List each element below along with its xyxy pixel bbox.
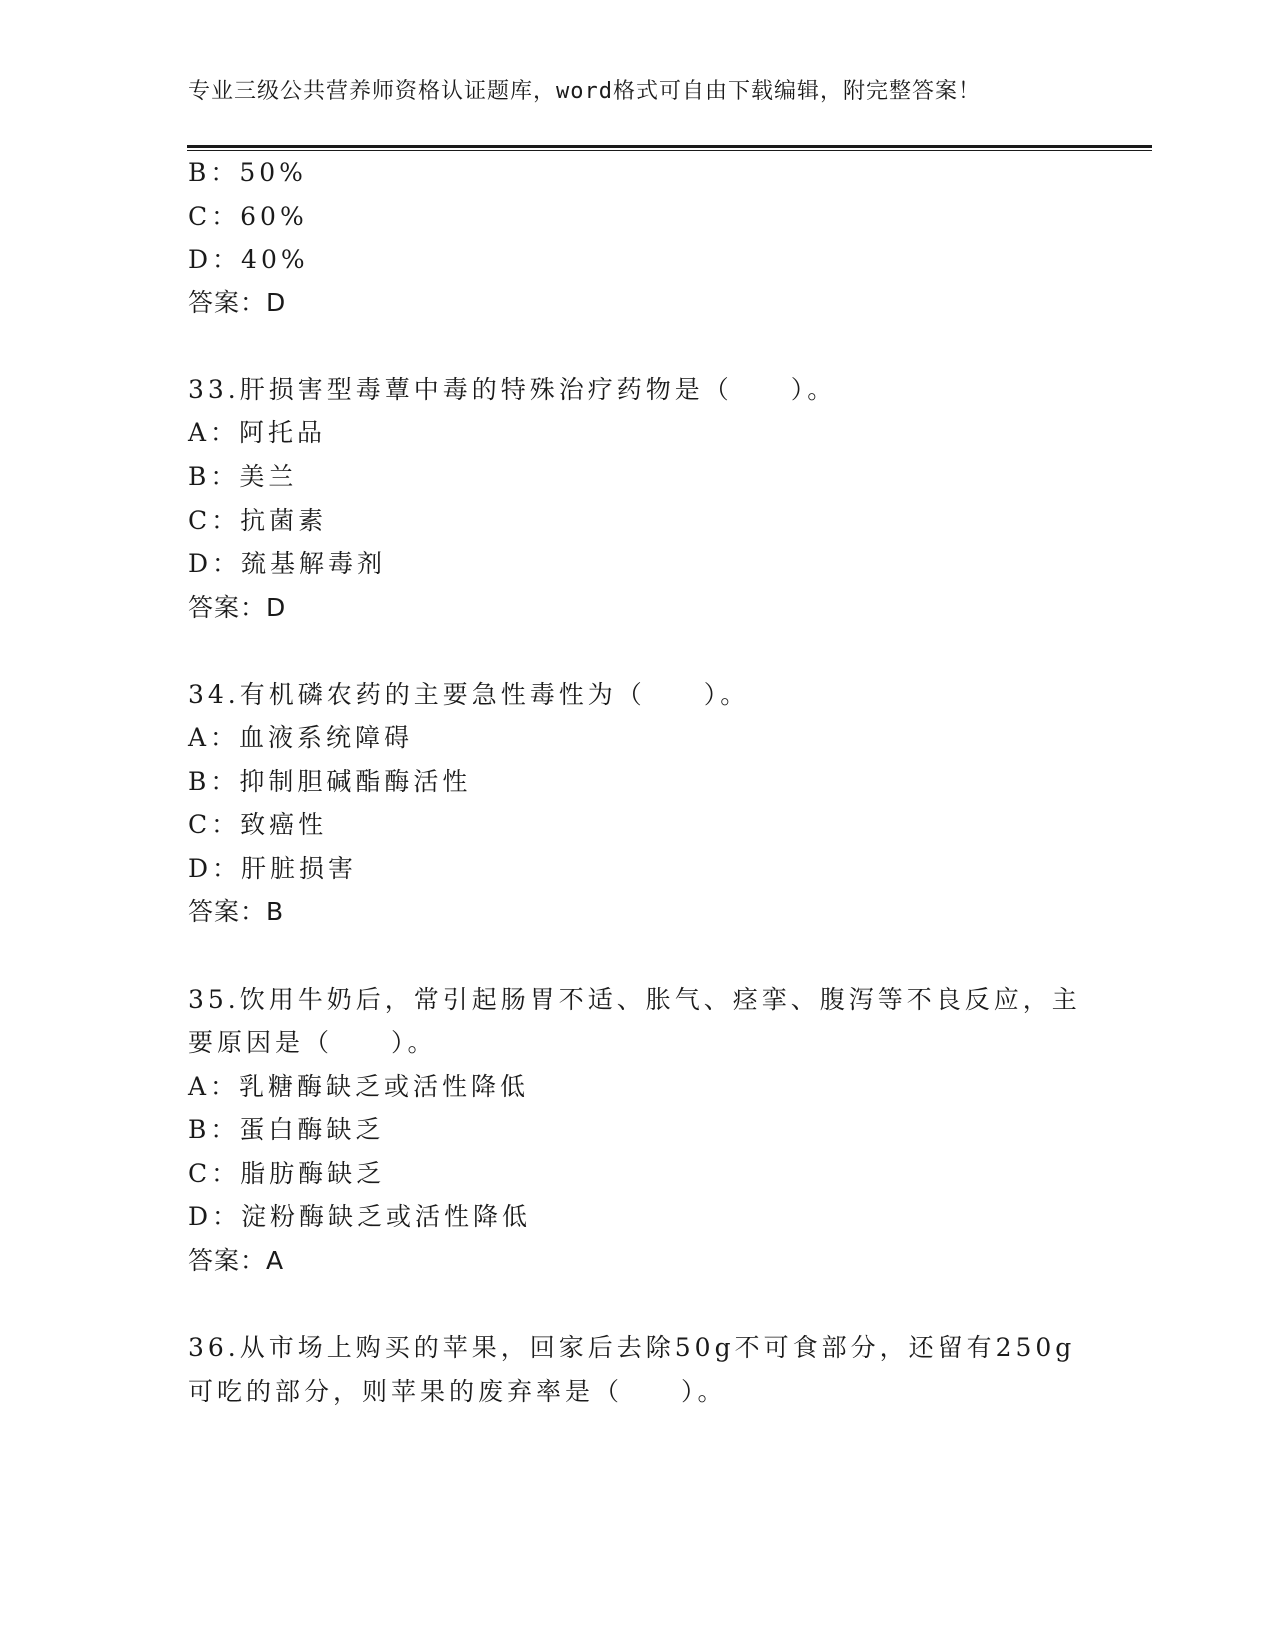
question-stem: 34.有机磷农药的主要急性毒性为（ ）。 [188, 680, 750, 709]
option-line: D：40% [188, 245, 309, 274]
option-line: C：60% [188, 202, 308, 231]
header-rule-thin [187, 150, 1152, 151]
page-header: 专业三级公共营养师资格认证题库，word格式可自由下载编辑，附完整答案！ [188, 79, 981, 104]
answer-line: 答案：A [188, 1246, 285, 1275]
question-stem: 36.从市场上购买的苹果，回家后去除50g不可食部分，还留有250g [188, 1333, 1076, 1362]
option-line: B：50% [188, 158, 307, 187]
option-line: B：蛋白酶缺乏 [188, 1115, 385, 1144]
option-line: C：脂肪酶缺乏 [188, 1159, 386, 1188]
question-stem: 可吃的部分，则苹果的废弃率是（ ）。 [188, 1377, 727, 1406]
question-stem: 35.饮用牛奶后，常引起肠胃不适、胀气、痉挛、腹泻等不良反应，主 [188, 985, 1081, 1014]
option-line: A：阿托品 [188, 418, 327, 447]
option-line: A：血液系统障碍 [188, 723, 414, 752]
header-rule-thick [187, 145, 1152, 148]
option-line: D：巯基解毒剂 [188, 549, 387, 578]
answer-line: 答案：D [188, 593, 287, 622]
option-line: D：肝脏损害 [188, 854, 358, 883]
question-stem: 33.肝损害型毒蕈中毒的特殊治疗药物是（ ）。 [188, 375, 837, 404]
option-line: B：美兰 [188, 462, 298, 491]
option-line: C：抗菌素 [188, 506, 328, 535]
answer-line: 答案：D [188, 288, 287, 317]
option-line: D：淀粉酶缺乏或活性降低 [188, 1202, 532, 1231]
option-line: B：抑制胆碱酯酶活性 [188, 767, 472, 796]
option-line: A：乳糖酶缺乏或活性降低 [188, 1072, 530, 1101]
answer-line: 答案：B [188, 897, 285, 926]
question-stem: 要原因是（ ）。 [188, 1028, 437, 1057]
option-line: C：致癌性 [188, 810, 328, 839]
